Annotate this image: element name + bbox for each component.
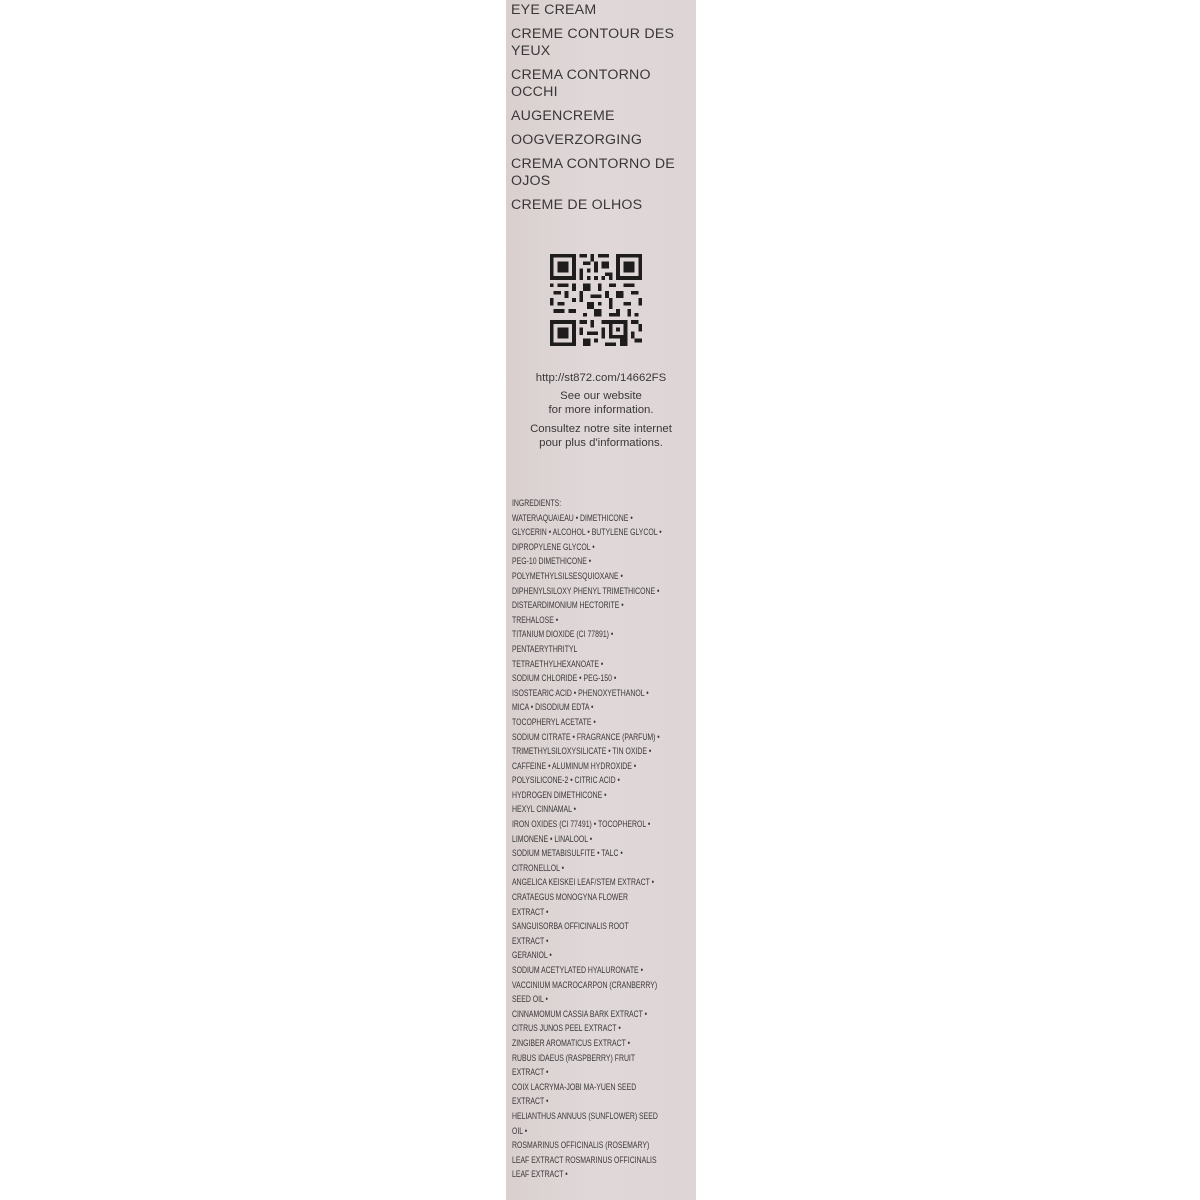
ingredient-line: PENTAERYTHRITYL xyxy=(512,643,578,655)
ingredient-line: ISOSTEARIC ACID • PHENOXYETHANOL • xyxy=(512,687,649,699)
ingredient-line: HELIANTHUS ANNUUS (SUNFLOWER) SEED xyxy=(512,1110,658,1122)
ingredient-line: CITRUS JUNOS PEEL EXTRACT • xyxy=(512,1023,621,1035)
website-text-en-1: See our website xyxy=(560,389,642,402)
ingredient-line: OIL • xyxy=(512,1125,528,1137)
ingredient-line: EXTRACT • xyxy=(512,1067,549,1079)
ingredient-line: TOCOPHERYL ACETATE • xyxy=(512,716,596,728)
ingredient-line: TRIMETHYLSILOXYSILICATE • TIN OXIDE • xyxy=(512,746,652,758)
ingredient-line: TETRAETHYLHEXANOATE • xyxy=(512,658,604,670)
ingredients-list xyxy=(512,497,662,1183)
ingredient-line: EXTRACT • xyxy=(512,1096,549,1108)
ingredient-line: CRATAEGUS MONOGYNA FLOWER xyxy=(512,892,629,904)
ingredient-line: EXTRACT • xyxy=(512,906,549,918)
product-name-en: EYE CREAM xyxy=(511,2,597,18)
ingredient-line: MICA • DISODIUM EDTA • xyxy=(512,702,594,714)
product-box-side-panel xyxy=(506,0,696,1200)
product-name-pt: CREME DE OLHOS xyxy=(511,197,643,213)
ingredient-line: SODIUM METABISULFITE • TALC • xyxy=(512,848,623,860)
ingredient-line: WATER\AQUA\EAU • DIMETHICONE • xyxy=(512,512,633,524)
website-text-en-2: for more information. xyxy=(548,404,654,417)
ingredient-line: PEG-10 DIMETHICONE • xyxy=(512,556,592,568)
ingredient-line: GERANIOL • xyxy=(512,950,552,962)
product-name-es: CREMA CONTORNO DE OJOS xyxy=(511,156,675,189)
ingredient-line: DISTEARDIMONIUM HECTORITE • xyxy=(512,600,624,612)
product-name-list xyxy=(511,2,693,221)
ingredient-line: CAFFEINE • ALUMINUM HYDROXIDE • xyxy=(512,760,637,772)
ingredient-line: DIPROPYLENE GLYCOL • xyxy=(512,541,595,553)
ingredient-line: CINNAMOMUM CASSIA BARK EXTRACT • xyxy=(512,1008,648,1020)
ingredient-line: GLYCERIN • ALCOHOL • BUTYLENE GLYCOL • xyxy=(512,527,662,539)
ingredient-line: TREHALOSE • xyxy=(512,614,559,626)
product-name-fr: CREME CONTOUR DES YEUX xyxy=(511,26,675,59)
ingredient-line: POLYMETHYLSILSESQUIOXANE • xyxy=(512,570,623,582)
ingredient-line: ROSMARINUS OFFICINALIS (ROSEMARY) xyxy=(512,1140,650,1152)
ingredient-line: ZINGIBER AROMATICUS EXTRACT • xyxy=(512,1037,631,1049)
ingredient-line: ANGELICA KEISKEI LEAF/STEM EXTRACT • xyxy=(512,877,655,889)
website-url[interactable]: http://st872.com/14662FS xyxy=(535,372,667,384)
ingredients-heading: INGREDIENTS: xyxy=(512,498,562,509)
website-info xyxy=(506,371,696,451)
ingredient-line: SODIUM CHLORIDE • PEG-150 • xyxy=(512,673,617,685)
product-name-it: CREMA CONTORNO OCCHI xyxy=(511,67,651,100)
product-name-nl: OOGVERZORGING xyxy=(511,132,643,148)
website-text-fr-1: Consultez notre site internet xyxy=(530,422,672,435)
ingredient-line: DIPHENYLSILOXY PHENYL TRIMETHICONE • xyxy=(512,585,660,597)
ingredient-line: SODIUM CITRATE • FRAGRANCE (PARFUM) • xyxy=(512,731,660,743)
ingredient-line: LIMONENE • LINALOOL • xyxy=(512,833,593,845)
ingredient-line: RUBUS IDAEUS (RASPBERRY) FRUIT xyxy=(512,1052,636,1064)
ingredient-line: SODIUM ACETYLATED HYALURONATE • xyxy=(512,965,644,976)
ingredient-line: SEED OIL • xyxy=(512,994,548,1006)
ingredient-line: LEAF EXTRACT ROSMARINUS OFFICINALIS xyxy=(512,1154,657,1166)
ingredient-line: EXTRACT • xyxy=(512,935,549,947)
qr-code-icon[interactable] xyxy=(550,254,642,346)
ingredient-line: TITANIUM DIOXIDE (CI 77891) • xyxy=(512,629,614,641)
ingredient-line: CITRONELLOL • xyxy=(512,862,565,874)
ingredient-line: HEXYL CINNAMAL • xyxy=(512,804,577,816)
product-name-de: AUGENCREME xyxy=(511,108,615,124)
ingredient-line: LEAF EXTRACT • xyxy=(512,1169,568,1181)
ingredient-line: SANGUISORBA OFFICINALIS ROOT xyxy=(512,921,629,933)
ingredient-line: IRON OXIDES (CI 77491) • TOCOPHEROL • xyxy=(512,819,651,831)
ingredient-line: POLYSILICONE-2 • CITRIC ACID • xyxy=(512,775,620,787)
ingredient-line: COIX LACRYMA-JOBI MA-YUEN SEED xyxy=(512,1081,637,1093)
ingredient-line: HYDROGEN DIMETHICONE • xyxy=(512,789,607,801)
website-text-fr-2: pour plus d'informations. xyxy=(539,437,663,450)
ingredient-line: VACCINIUM MACROCARPON (CRANBERRY) xyxy=(512,979,658,991)
